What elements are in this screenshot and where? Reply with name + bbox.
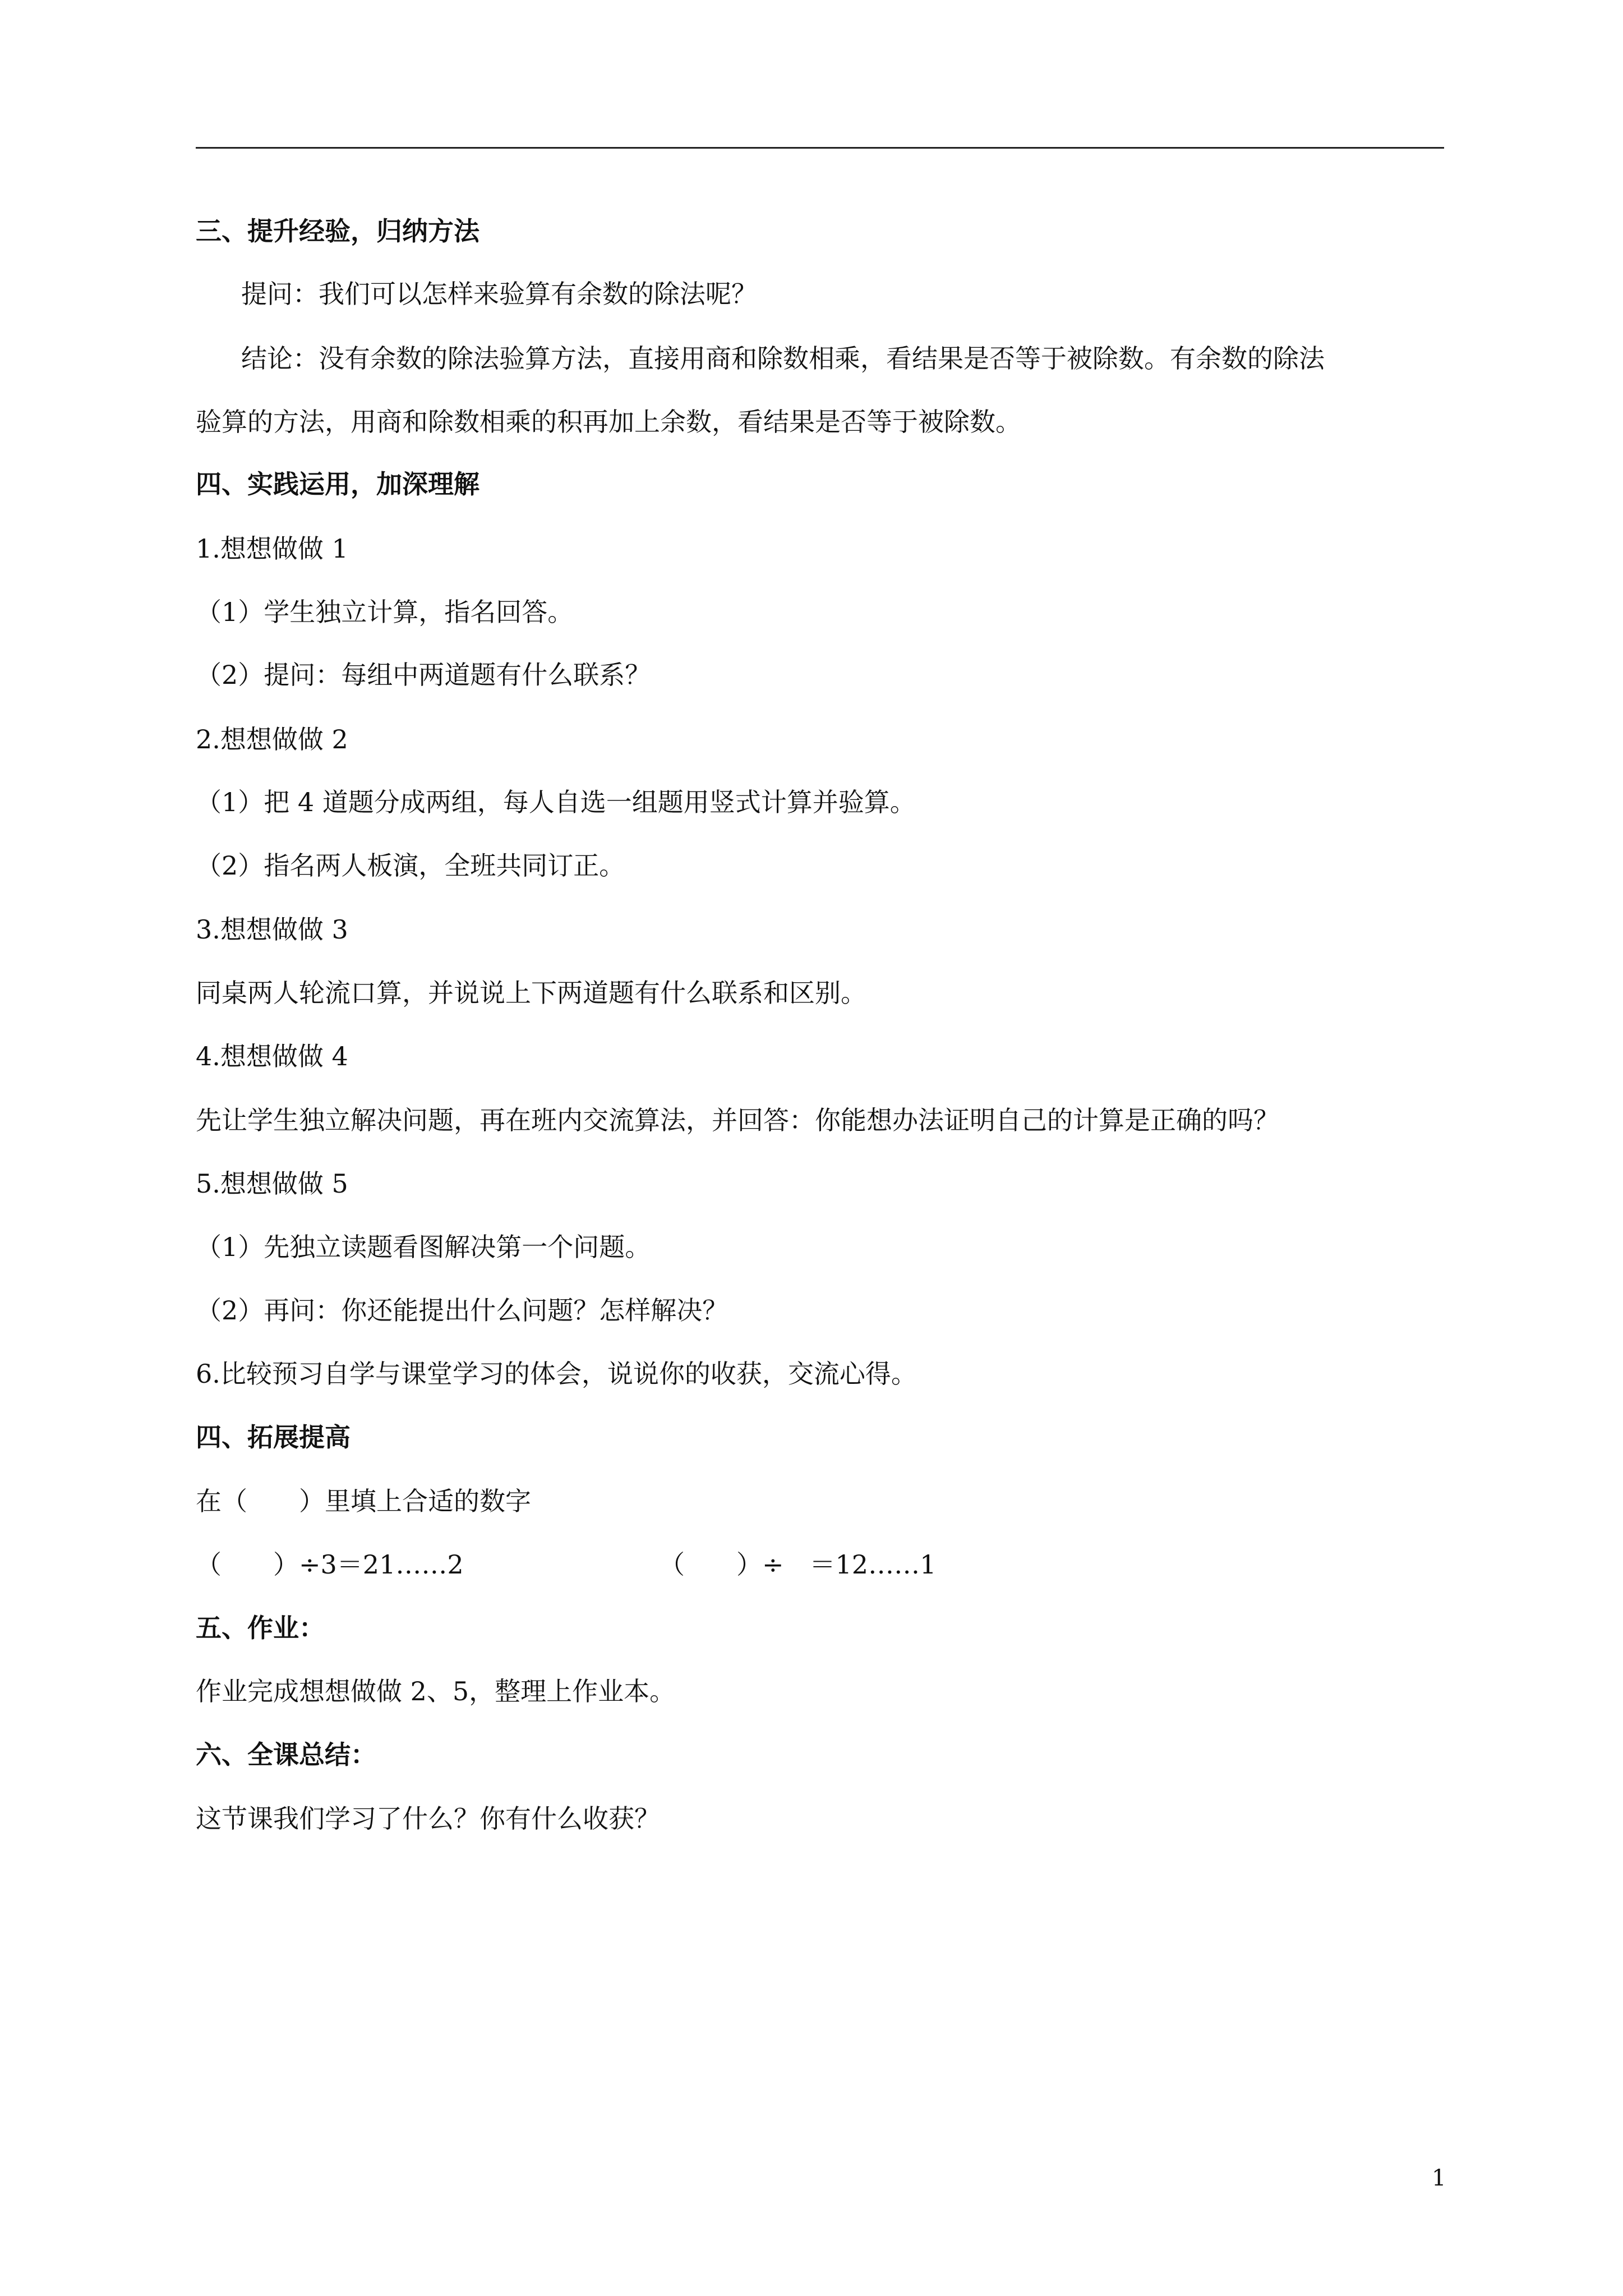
section-5-heading: 五、作业： xyxy=(196,1613,325,1643)
header-rule xyxy=(196,147,1444,149)
section-6-heading: 六、全课总结： xyxy=(196,1740,376,1770)
item-4-a: 先让学生独立解决问题，再在班内交流算法，并回答：你能想办法证明自己的计算是正确的吗？ xyxy=(196,1105,1279,1135)
equation-1: （ ）÷3＝21……2 xyxy=(196,1549,464,1580)
section-4-heading: 四、实践运用，加深理解 xyxy=(196,469,479,499)
item-2-title: 2.想想做做 2 xyxy=(196,724,348,754)
fill-instruction: 在（ ）里填上合适的数字 xyxy=(196,1486,531,1516)
equation-2: （ ）÷ ＝12……1 xyxy=(659,1549,937,1580)
section-4b-heading: 四、拓展提高 xyxy=(196,1422,351,1452)
item-1-b: （2）提问：每组中两道题有什么联系？ xyxy=(196,660,651,690)
item-1-a: （1）学生独立计算，指名回答。 xyxy=(196,597,574,627)
item-5-title: 5.想想做做 5 xyxy=(196,1168,348,1199)
item-2-b: （2）指名两人板演，全班共同订正。 xyxy=(196,850,625,881)
page-number: 1 xyxy=(1432,2165,1446,2191)
item-1-title: 1.想想做做 1 xyxy=(196,533,348,564)
item-2-a: （1）把 4 道题分成两组，每人自选一组题用竖式计算并验算。 xyxy=(196,787,916,817)
section-3-heading: 三、提升经验，归纳方法 xyxy=(196,216,479,246)
item-4-title: 4.想想做做 4 xyxy=(196,1041,348,1071)
summary-text: 这节课我们学习了什么？你有什么收获？ xyxy=(196,1803,660,1834)
homework-text: 作业完成想想做做 2、5，整理上作业本。 xyxy=(196,1676,676,1706)
item-5-a: （1）先独立读题看图解决第一个问题。 xyxy=(196,1232,651,1262)
item-3-a: 同桌两人轮流口算，并说说上下两道题有什么联系和区别。 xyxy=(196,978,866,1008)
item-6: 6.比较预习自学与课堂学习的体会，说说你的收获，交流心得。 xyxy=(196,1359,917,1389)
s3-conclusion-line2: 验算的方法，用商和除数相乘的积再加上余数，看结果是否等于被除数。 xyxy=(196,407,1021,437)
s3-conclusion-line1: 结论：没有余数的除法验算方法，直接用商和除数相乘，看结果是否等于被除数。有余数的除法 xyxy=(241,343,1325,374)
s3-question: 提问：我们可以怎样来验算有余数的除法呢？ xyxy=(241,279,757,309)
item-3-title: 3.想想做做 3 xyxy=(196,914,348,945)
item-5-b: （2）再问：你还能提出什么问题？怎样解决？ xyxy=(196,1295,728,1326)
